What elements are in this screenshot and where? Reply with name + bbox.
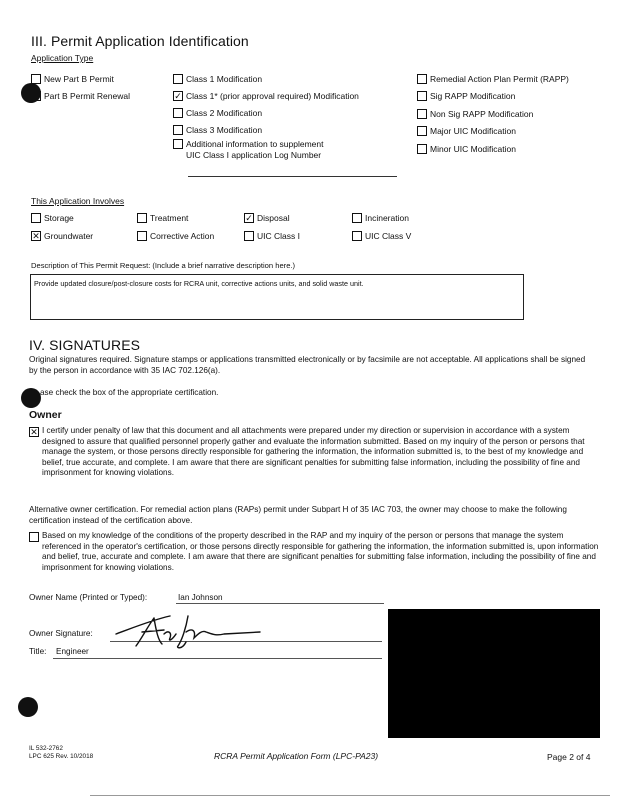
binder-hole: [21, 388, 41, 408]
scan-edge-line: [90, 795, 610, 796]
handwritten-signature[interactable]: [112, 610, 272, 652]
title-value[interactable]: Engineer: [56, 647, 89, 656]
option-class1[interactable]: Class 1 Modification: [173, 70, 359, 87]
option-non-sig-rapp[interactable]: Non Sig RAPP Modification: [417, 105, 569, 123]
checkbox-checked[interactable]: ✓: [245, 213, 253, 223]
app-type-col1: [31, 70, 130, 104]
checkbox[interactable]: [173, 74, 183, 84]
title-line: [53, 658, 382, 659]
checkbox[interactable]: [31, 74, 41, 84]
checkbox-checked[interactable]: ✓: [174, 90, 182, 101]
option-class3[interactable]: Class 3 Modification: [173, 121, 359, 138]
app-type-col2: [173, 70, 359, 160]
owner-heading: Owner: [29, 409, 62, 421]
footer-code-2: LPC 625 Rev. 10/2018: [29, 753, 94, 760]
description-textarea[interactable]: [30, 274, 524, 320]
footer-form-name: RCRA Permit Application Form (LPC-PA23): [214, 751, 379, 761]
involves-uic-class-1[interactable]: UIC Class I: [244, 231, 300, 241]
alternative-certification[interactable]: [29, 531, 601, 573]
involves-treatment[interactable]: Treatment: [137, 213, 188, 223]
involves-storage[interactable]: Storage: [31, 213, 74, 223]
option-minor-uic[interactable]: Minor UIC Modification: [417, 140, 569, 158]
section-4-title: IV. SIGNATURES: [29, 337, 141, 353]
section-3-title: III. Permit Application Identification: [31, 33, 249, 49]
owner-name-line: [176, 603, 384, 604]
checkbox[interactable]: [31, 213, 41, 223]
owner-name-label: Owner Name (Printed or Typed):: [29, 593, 148, 602]
checkbox[interactable]: [417, 109, 427, 119]
checkbox-checked[interactable]: ✕: [30, 427, 38, 437]
description-value: Provide updated closure/post-closure costs for RCRA unit, corrective actions units, and solid waste unit.: [34, 279, 364, 288]
checkbox[interactable]: [137, 231, 147, 241]
checkbox[interactable]: [137, 213, 147, 223]
option-part-b-renewal[interactable]: Part B Permit Renewal: [31, 87, 130, 104]
owner-name-value[interactable]: Ian Johnson: [178, 593, 223, 602]
option-rapp[interactable]: Remedial Action Plan Permit (RAPP): [417, 70, 569, 88]
redaction-block: [388, 609, 600, 738]
signatures-intro: Original signatures required. Signature stamps or applications transmitted electronically or by facsimile are not acceptable. All applications shall be signed by the person in accordance with 35 IAC 702.126(a).: [29, 355, 586, 375]
binder-hole: [18, 697, 38, 717]
checkbox[interactable]: [244, 231, 254, 241]
involves-incineration[interactable]: Incineration: [352, 213, 409, 223]
involves-disposal[interactable]: ✓ Disposal: [245, 213, 290, 223]
owner-certification[interactable]: [29, 426, 601, 479]
checkbox[interactable]: [352, 231, 362, 241]
option-new-part-b[interactable]: New Part B Permit: [31, 70, 130, 87]
option-additional-info[interactable]: Additional information to supplement: [173, 138, 359, 149]
checkbox-checked[interactable]: ✕: [32, 231, 40, 241]
checkbox[interactable]: [29, 532, 39, 542]
alternative-certification-text: Based on my knowledge of the conditions of the property described in the RAP and my inquiry of the person or persons that manage the system referenced in the operator's certification, or those persons directly responsible for gathering the information, the information submitted is, upon information and belief, true, accurate and complete. I am aware that there are significant penalties for submitting false information, including the possibility of fine and imprisonment for knowing violations.: [42, 531, 599, 572]
checkbox[interactable]: [173, 139, 183, 149]
application-type-label: Application Type: [31, 53, 94, 63]
checkbox[interactable]: [352, 213, 362, 223]
involves-label: This Application Involves: [31, 196, 125, 206]
checkbox[interactable]: [31, 91, 41, 101]
uic-log-number-line[interactable]: [188, 176, 397, 177]
description-label: Description of This Permit Request: (Include a brief narrative description here.): [31, 261, 296, 270]
involves-groundwater[interactable]: ✕ Groundwater: [32, 231, 94, 241]
option-major-uic[interactable]: Major UIC Modification: [417, 123, 569, 141]
title-label: Title:: [29, 647, 47, 656]
option-class1-star[interactable]: ✓ Class 1* (prior approval required) Modification: [174, 90, 359, 101]
app-type-col3: [417, 70, 569, 158]
alternative-certification-intro: Alternative owner certification. For remedial action plans (RAPs) permit under Subpart H of 35 IAC 703, the owner may choose to make the following certification instead of the certification above.: [29, 505, 567, 525]
checkbox[interactable]: [417, 144, 427, 154]
checkbox[interactable]: [417, 74, 427, 84]
option-class2[interactable]: Class 2 Modification: [173, 104, 359, 121]
checkbox[interactable]: [173, 108, 183, 118]
checkbox[interactable]: [173, 125, 183, 135]
footer-codes: [29, 745, 93, 761]
involves-corrective-action[interactable]: Corrective Action: [137, 231, 214, 241]
checkbox[interactable]: [417, 91, 427, 101]
footer-code-1: IL 532-2762: [29, 745, 63, 752]
owner-signature-label: Owner Signature:: [29, 629, 93, 638]
checkbox[interactable]: [417, 126, 427, 136]
footer-page-number: Page 2 of 4: [547, 752, 591, 762]
involves-uic-class-5[interactable]: UIC Class V: [352, 231, 411, 241]
certification-instruction: ase check the box of the appropriate certification.: [40, 388, 219, 397]
uic-log-label: UIC Class I application Log Number: [186, 149, 322, 160]
owner-certification-text: I certify under penalty of law that this document and all attachments were prepared under my direction or supervision in accordance with a system designed to assure that qualified personnel properly gather and evaluate the information submitted. Based on my inquiry of the person or persons that manage the system, or those persons directly responsible for gathering the information, the information submitted is, to the best of my knowledge and belief, true accurate, and complete. I am aware that there are significant penalties for submitting false information, including the possibility of fine and imprisonment for knowing violations.: [42, 426, 585, 478]
option-sig-rapp[interactable]: Sig RAPP Modification: [417, 88, 569, 106]
